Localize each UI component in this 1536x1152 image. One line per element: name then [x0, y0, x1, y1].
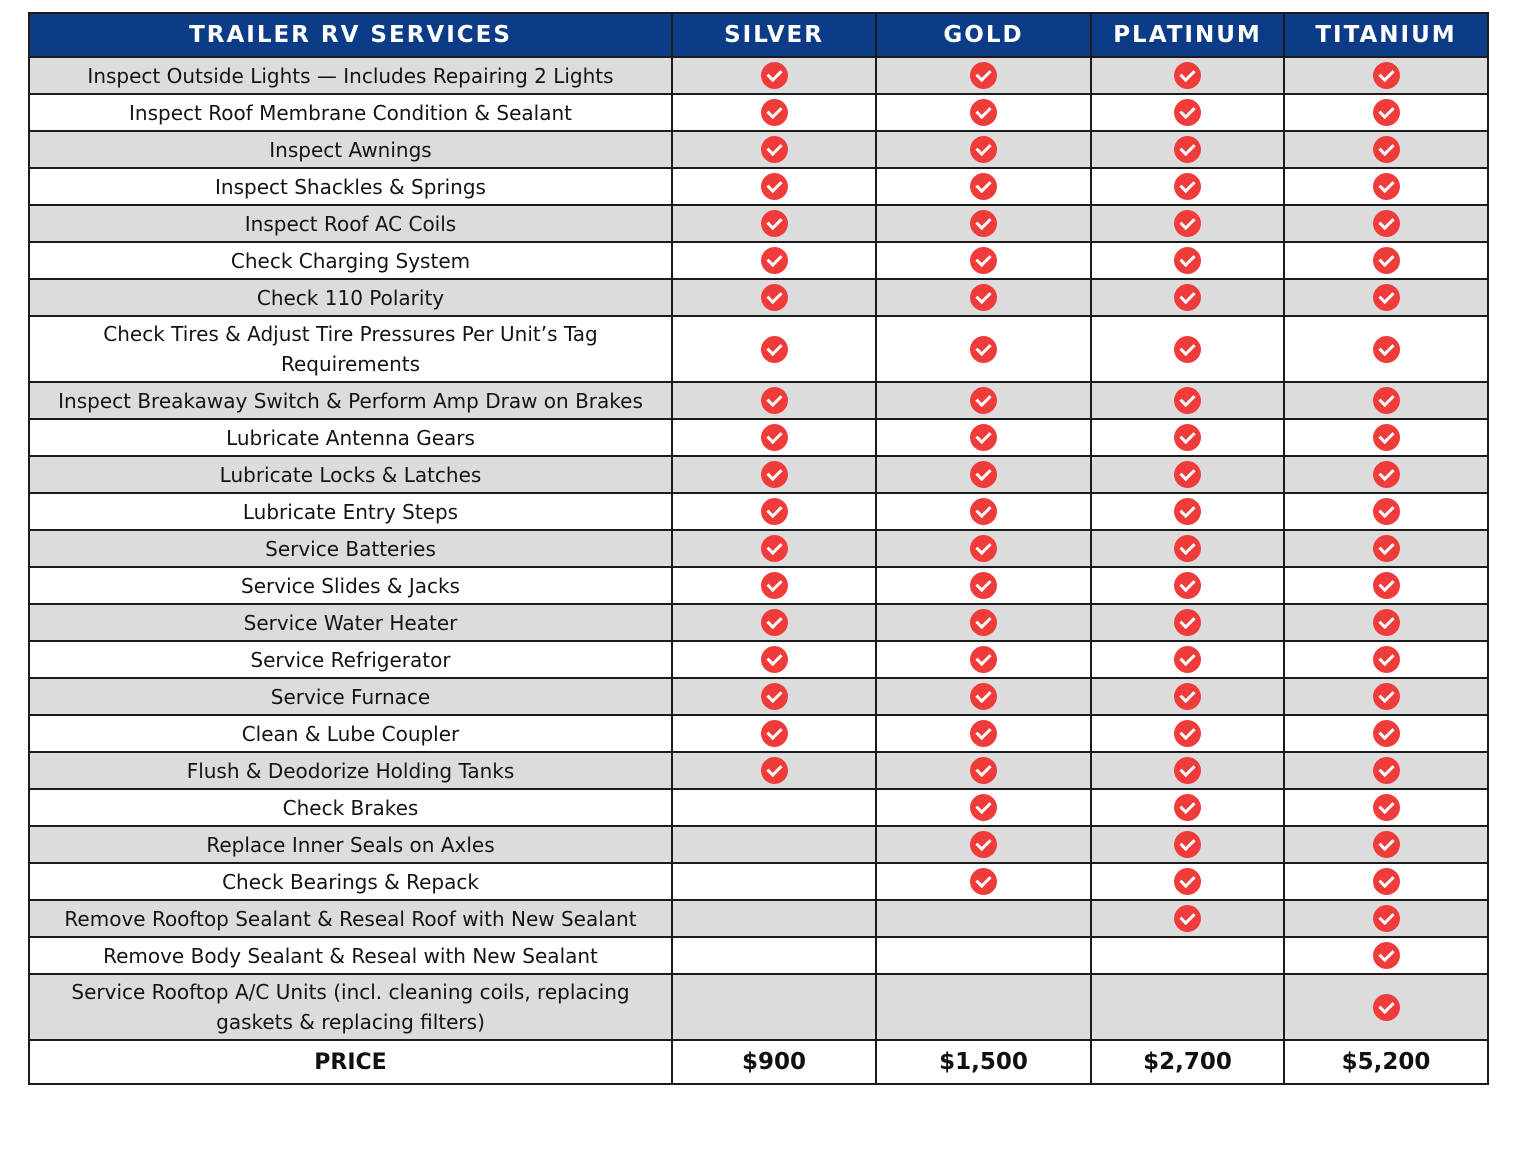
cell-titanium: [1284, 493, 1488, 530]
check-circle-icon: [1174, 173, 1201, 200]
cell-platinum: [1091, 168, 1284, 205]
header-row: [29, 13, 1488, 57]
header-tier-gold: GOLD: [876, 13, 1091, 57]
cell-silver: [672, 641, 876, 678]
service-name: Service Slides & Jacks: [29, 567, 672, 604]
check-circle-icon: [970, 387, 997, 414]
check-circle-icon: [761, 247, 788, 274]
cell-titanium: [1284, 974, 1488, 1040]
check-circle-icon: [1174, 609, 1201, 636]
check-circle-icon: [761, 173, 788, 200]
table-row: [29, 974, 1488, 1040]
check-circle-icon: [761, 62, 788, 89]
check-circle-icon: [761, 535, 788, 562]
cell-gold: [876, 456, 1091, 493]
check-circle-icon: [1174, 387, 1201, 414]
service-name: Lubricate Locks & Latches: [29, 456, 672, 493]
cell-gold: [876, 242, 1091, 279]
check-circle-icon: [761, 720, 788, 747]
cell-titanium: [1284, 715, 1488, 752]
check-circle-icon: [1373, 99, 1400, 126]
cell-platinum: [1091, 279, 1284, 316]
service-name: Check Brakes: [29, 789, 672, 826]
check-circle-icon: [1373, 683, 1400, 710]
price-gold: $1,500: [876, 1040, 1091, 1084]
table-row: [29, 752, 1488, 789]
check-circle-icon: [970, 831, 997, 858]
cell-gold: [876, 493, 1091, 530]
cell-gold: [876, 900, 1091, 937]
price-titanium: $5,200: [1284, 1040, 1488, 1084]
check-circle-icon: [1373, 284, 1400, 311]
cell-titanium: [1284, 900, 1488, 937]
cell-gold: [876, 57, 1091, 94]
check-circle-icon: [1373, 646, 1400, 673]
cell-titanium: [1284, 57, 1488, 94]
table-row: [29, 205, 1488, 242]
check-circle-icon: [1373, 794, 1400, 821]
check-circle-icon: [1174, 757, 1201, 784]
service-name: Remove Body Sealant & Reseal with New Sealant: [29, 937, 672, 974]
check-circle-icon: [761, 387, 788, 414]
cell-titanium: [1284, 242, 1488, 279]
cell-gold: [876, 316, 1091, 382]
cell-silver: [672, 567, 876, 604]
check-circle-icon: [1174, 62, 1201, 89]
cell-gold: [876, 94, 1091, 131]
check-circle-icon: [1174, 646, 1201, 673]
table-row: [29, 641, 1488, 678]
cell-titanium: [1284, 678, 1488, 715]
cell-platinum: [1091, 937, 1284, 974]
cell-platinum: [1091, 205, 1284, 242]
cell-silver: [672, 419, 876, 456]
check-circle-icon: [970, 609, 997, 636]
check-circle-icon: [1373, 461, 1400, 488]
cell-platinum: [1091, 316, 1284, 382]
check-circle-icon: [970, 683, 997, 710]
check-circle-icon: [1373, 535, 1400, 562]
cell-gold: [876, 205, 1091, 242]
table-row: [29, 456, 1488, 493]
service-name: Service Refrigerator: [29, 641, 672, 678]
table-row: [29, 826, 1488, 863]
service-name: Clean & Lube Coupler: [29, 715, 672, 752]
service-name: Service Rooftop A/C Units (incl. cleaning coils, replacing gaskets & replacing filters): [29, 974, 672, 1040]
cell-gold: [876, 937, 1091, 974]
cell-platinum: [1091, 419, 1284, 456]
cell-platinum: [1091, 57, 1284, 94]
cell-silver: [672, 205, 876, 242]
cell-titanium: [1284, 567, 1488, 604]
cell-gold: [876, 752, 1091, 789]
cell-gold: [876, 530, 1091, 567]
cell-platinum: [1091, 863, 1284, 900]
check-circle-icon: [970, 646, 997, 673]
service-name: Inspect Breakaway Switch & Perform Amp Draw on Brakes: [29, 382, 672, 419]
cell-platinum: [1091, 641, 1284, 678]
cell-platinum: [1091, 493, 1284, 530]
cell-silver: [672, 826, 876, 863]
cell-titanium: [1284, 789, 1488, 826]
cell-gold: [876, 826, 1091, 863]
cell-platinum: [1091, 567, 1284, 604]
check-circle-icon: [761, 646, 788, 673]
check-circle-icon: [970, 284, 997, 311]
check-circle-icon: [970, 461, 997, 488]
table-row: [29, 789, 1488, 826]
table-row: [29, 419, 1488, 456]
cell-silver: [672, 715, 876, 752]
cell-gold: [876, 715, 1091, 752]
check-circle-icon: [970, 868, 997, 895]
service-name: Service Furnace: [29, 678, 672, 715]
cell-titanium: [1284, 752, 1488, 789]
cell-platinum: [1091, 715, 1284, 752]
price-silver: $900: [672, 1040, 876, 1084]
check-circle-icon: [761, 757, 788, 784]
service-name: Check Charging System: [29, 242, 672, 279]
service-name: Check Tires & Adjust Tire Pressures Per Unit’s Tag Requirements: [29, 316, 672, 382]
table-row: [29, 316, 1488, 382]
check-circle-icon: [1174, 336, 1201, 363]
check-circle-icon: [761, 609, 788, 636]
cell-silver: [672, 316, 876, 382]
header-tier-silver: SILVER: [672, 13, 876, 57]
cell-platinum: [1091, 131, 1284, 168]
check-circle-icon: [1373, 757, 1400, 784]
check-circle-icon: [1174, 210, 1201, 237]
table-row: [29, 863, 1488, 900]
check-circle-icon: [970, 794, 997, 821]
table-row: [29, 900, 1488, 937]
check-circle-icon: [970, 498, 997, 525]
check-circle-icon: [1373, 868, 1400, 895]
header-service: TRAILER RV SERVICES: [29, 13, 672, 57]
check-circle-icon: [1373, 247, 1400, 274]
cell-gold: [876, 789, 1091, 826]
check-circle-icon: [1174, 794, 1201, 821]
cell-silver: [672, 937, 876, 974]
check-circle-icon: [970, 173, 997, 200]
check-circle-icon: [1373, 498, 1400, 525]
cell-silver: [672, 900, 876, 937]
cell-silver: [672, 242, 876, 279]
check-circle-icon: [1373, 62, 1400, 89]
service-name: Service Batteries: [29, 530, 672, 567]
cell-platinum: [1091, 826, 1284, 863]
service-name: Inspect Roof Membrane Condition & Sealant: [29, 94, 672, 131]
table-row: [29, 530, 1488, 567]
cell-silver: [672, 604, 876, 641]
check-circle-icon: [1174, 831, 1201, 858]
cell-silver: [672, 493, 876, 530]
check-circle-icon: [761, 461, 788, 488]
check-circle-icon: [1373, 136, 1400, 163]
cell-platinum: [1091, 678, 1284, 715]
cell-platinum: [1091, 789, 1284, 826]
check-circle-icon: [970, 210, 997, 237]
price-label: PRICE: [29, 1040, 672, 1084]
cell-titanium: [1284, 456, 1488, 493]
cell-platinum: [1091, 530, 1284, 567]
cell-silver: [672, 974, 876, 1040]
service-name: Remove Rooftop Sealant & Reseal Roof with New Sealant: [29, 900, 672, 937]
check-circle-icon: [970, 572, 997, 599]
table-row: [29, 168, 1488, 205]
check-circle-icon: [970, 247, 997, 274]
check-circle-icon: [761, 336, 788, 363]
cell-titanium: [1284, 316, 1488, 382]
service-name: Replace Inner Seals on Axles: [29, 826, 672, 863]
check-circle-icon: [761, 498, 788, 525]
check-circle-icon: [1174, 498, 1201, 525]
check-circle-icon: [1174, 247, 1201, 274]
table-row: [29, 937, 1488, 974]
check-circle-icon: [1373, 424, 1400, 451]
cell-platinum: [1091, 604, 1284, 641]
cell-gold: [876, 974, 1091, 1040]
check-circle-icon: [761, 136, 788, 163]
cell-silver: [672, 131, 876, 168]
check-circle-icon: [1174, 461, 1201, 488]
check-circle-icon: [970, 424, 997, 451]
table-row: [29, 715, 1488, 752]
cell-silver: [672, 456, 876, 493]
cell-titanium: [1284, 382, 1488, 419]
cell-gold: [876, 604, 1091, 641]
cell-platinum: [1091, 242, 1284, 279]
check-circle-icon: [761, 210, 788, 237]
check-circle-icon: [1174, 905, 1201, 932]
cell-titanium: [1284, 641, 1488, 678]
table-row: [29, 604, 1488, 641]
cell-platinum: [1091, 900, 1284, 937]
service-name: Inspect Outside Lights — Includes Repairing 2 Lights: [29, 57, 672, 94]
check-circle-icon: [1174, 535, 1201, 562]
cell-gold: [876, 419, 1091, 456]
check-circle-icon: [761, 572, 788, 599]
cell-titanium: [1284, 205, 1488, 242]
cell-platinum: [1091, 974, 1284, 1040]
check-circle-icon: [970, 757, 997, 784]
cell-titanium: [1284, 94, 1488, 131]
cell-titanium: [1284, 604, 1488, 641]
service-name: Inspect Shackles & Springs: [29, 168, 672, 205]
cell-platinum: [1091, 752, 1284, 789]
service-name: Service Water Heater: [29, 604, 672, 641]
cell-silver: [672, 168, 876, 205]
service-name: Flush & Deodorize Holding Tanks: [29, 752, 672, 789]
cell-titanium: [1284, 131, 1488, 168]
table-row: [29, 382, 1488, 419]
check-circle-icon: [1373, 210, 1400, 237]
cell-silver: [672, 94, 876, 131]
check-circle-icon: [970, 336, 997, 363]
table-row: [29, 94, 1488, 131]
cell-titanium: [1284, 863, 1488, 900]
table-row: [29, 678, 1488, 715]
cell-silver: [672, 57, 876, 94]
service-name: Check 110 Polarity: [29, 279, 672, 316]
check-circle-icon: [1373, 609, 1400, 636]
check-circle-icon: [1373, 905, 1400, 932]
check-circle-icon: [1174, 284, 1201, 311]
check-circle-icon: [1373, 994, 1400, 1021]
cell-silver: [672, 382, 876, 419]
cell-gold: [876, 168, 1091, 205]
cell-silver: [672, 752, 876, 789]
check-circle-icon: [970, 535, 997, 562]
cell-titanium: [1284, 826, 1488, 863]
cell-silver: [672, 863, 876, 900]
cell-gold: [876, 279, 1091, 316]
check-circle-icon: [761, 284, 788, 311]
services-comparison-table: [28, 12, 1489, 1085]
check-circle-icon: [1373, 387, 1400, 414]
service-name: Lubricate Antenna Gears: [29, 419, 672, 456]
table-row: [29, 279, 1488, 316]
price-platinum: $2,700: [1091, 1040, 1284, 1084]
check-circle-icon: [1373, 942, 1400, 969]
price-row: [29, 1040, 1488, 1084]
cell-titanium: [1284, 279, 1488, 316]
check-circle-icon: [1174, 683, 1201, 710]
check-circle-icon: [1174, 99, 1201, 126]
table-row: [29, 131, 1488, 168]
cell-titanium: [1284, 419, 1488, 456]
check-circle-icon: [1174, 868, 1201, 895]
service-name: Lubricate Entry Steps: [29, 493, 672, 530]
cell-silver: [672, 789, 876, 826]
cell-titanium: [1284, 530, 1488, 567]
cell-platinum: [1091, 382, 1284, 419]
cell-gold: [876, 863, 1091, 900]
check-circle-icon: [761, 424, 788, 451]
service-name: Inspect Awnings: [29, 131, 672, 168]
check-circle-icon: [761, 683, 788, 710]
check-circle-icon: [1373, 572, 1400, 599]
cell-gold: [876, 678, 1091, 715]
cell-silver: [672, 530, 876, 567]
check-circle-icon: [970, 136, 997, 163]
check-circle-icon: [1373, 720, 1400, 747]
check-circle-icon: [970, 720, 997, 747]
check-circle-icon: [1174, 572, 1201, 599]
check-circle-icon: [970, 99, 997, 126]
table-row: [29, 242, 1488, 279]
check-circle-icon: [1373, 336, 1400, 363]
service-rows: [29, 57, 1488, 1040]
cell-gold: [876, 382, 1091, 419]
check-circle-icon: [970, 62, 997, 89]
check-circle-icon: [1174, 136, 1201, 163]
table-row: [29, 493, 1488, 530]
cell-titanium: [1284, 168, 1488, 205]
header-tier-platinum: PLATINUM: [1091, 13, 1284, 57]
service-name: Check Bearings & Repack: [29, 863, 672, 900]
check-circle-icon: [1174, 720, 1201, 747]
cell-silver: [672, 678, 876, 715]
cell-platinum: [1091, 94, 1284, 131]
cell-gold: [876, 567, 1091, 604]
cell-gold: [876, 131, 1091, 168]
service-name: Inspect Roof AC Coils: [29, 205, 672, 242]
check-circle-icon: [1174, 424, 1201, 451]
header-tier-titanium: TITANIUM: [1284, 13, 1488, 57]
check-circle-icon: [761, 99, 788, 126]
check-circle-icon: [1373, 173, 1400, 200]
cell-platinum: [1091, 456, 1284, 493]
cell-gold: [876, 641, 1091, 678]
check-circle-icon: [1373, 831, 1400, 858]
cell-silver: [672, 279, 876, 316]
table-row: [29, 57, 1488, 94]
cell-titanium: [1284, 937, 1488, 974]
table-row: [29, 567, 1488, 604]
